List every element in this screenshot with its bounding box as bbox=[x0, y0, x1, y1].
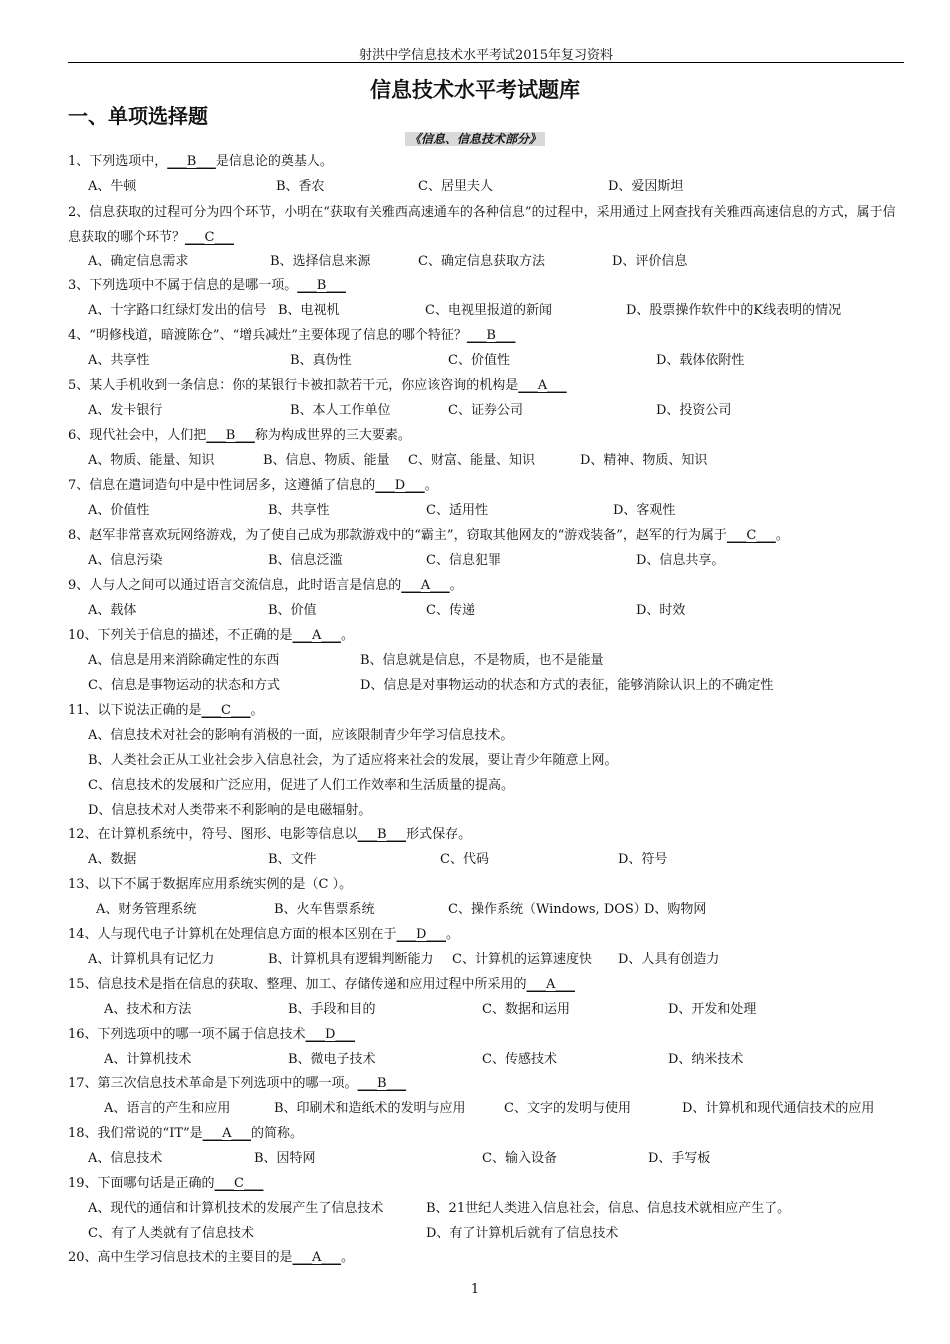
option-b: B、人类社会正从工业社会步入信息社会，为了适应将来社会的发展，要让青少年随意上网。 bbox=[88, 753, 618, 768]
option-a: A、价值性 bbox=[88, 503, 150, 518]
question-text: 3、下列选项中不属于信息的是哪一项。 bbox=[68, 278, 298, 293]
option-b: B、共享性 bbox=[268, 503, 330, 518]
answer-blank: ___C___ bbox=[726, 528, 776, 543]
option-row bbox=[88, 948, 908, 972]
option-d: D、有了计算机后就有了信息技术 bbox=[426, 1226, 619, 1241]
option-row bbox=[88, 1222, 908, 1246]
answer-blank: ___D___ bbox=[396, 927, 446, 942]
answer-blank: ___A___ bbox=[526, 977, 575, 992]
option-row bbox=[88, 1197, 908, 1221]
option-a: A、十字路口红绿灯发出的信号 bbox=[88, 303, 267, 318]
question-1 bbox=[68, 150, 908, 174]
question-5 bbox=[68, 374, 908, 398]
option-row bbox=[88, 175, 908, 199]
answer-blank: ___C___ bbox=[214, 1176, 264, 1191]
option-d: D、信息是对事物运动的状态和方式的表征，能够消除认识上的不确定性 bbox=[360, 678, 774, 693]
option-row bbox=[88, 499, 908, 523]
option-row bbox=[88, 649, 908, 673]
question-text: 4、“明修栈道，暗渡陈仓”、“增兵减灶”主要体现了信息的哪个特征？ bbox=[68, 328, 467, 343]
option-b: B、选择信息来源 bbox=[270, 254, 371, 269]
question-3 bbox=[68, 274, 908, 298]
option-c: C、代码 bbox=[440, 852, 489, 867]
question-text: 5、某人手机收到一条信息：你的某银行卡被扣款若干元，你应该咨询的机构是 bbox=[68, 378, 519, 393]
option-d: D、购物网 bbox=[644, 902, 707, 917]
question-text: 8、赵军非常喜欢玩网络游戏，为了使自己成为那款游戏中的“霸主”，窃取其他网友的“游戏装备”，赵军的行为属于 bbox=[68, 528, 727, 543]
option-d: D、载体依附性 bbox=[656, 353, 745, 368]
option-b: B、信息泛滥 bbox=[268, 553, 343, 568]
option-d: D、计算机和现代通信技术的应用 bbox=[682, 1101, 875, 1116]
option-d: D、股票操作软件中的K线表明的情况 bbox=[626, 303, 842, 318]
option-a: A、共享性 bbox=[88, 353, 150, 368]
question-11 bbox=[68, 699, 908, 723]
answer-blank: ___A___ bbox=[292, 1250, 341, 1265]
option-b: B、电视机 bbox=[278, 303, 340, 318]
answer-blank: ___B___ bbox=[357, 827, 407, 842]
option-a: A、数据 bbox=[88, 852, 137, 867]
option-a: A、载体 bbox=[88, 603, 137, 618]
question-7 bbox=[68, 474, 908, 498]
option-row bbox=[88, 449, 908, 473]
answer-blank: ___A___ bbox=[202, 1126, 252, 1141]
page-header: 射洪中学信息技术水平考试2015年复习资料 bbox=[358, 48, 614, 63]
option-row bbox=[88, 349, 908, 373]
answer-blank: ___B___ bbox=[167, 154, 216, 169]
question-text: 17、第三次信息技术革命是下列选项中的哪一项。 bbox=[68, 1076, 358, 1091]
option-c: C、数据和运用 bbox=[482, 1002, 570, 1017]
option-c: C、财富、能量、知识 bbox=[408, 453, 535, 468]
question-text: 13、以下不属于数据库应用系统实例的是（C ）。 bbox=[68, 877, 353, 892]
option-row bbox=[88, 724, 908, 748]
question-17 bbox=[68, 1072, 908, 1096]
option-a: A、物质、能量、知识 bbox=[88, 453, 215, 468]
answer-blank: ___D___ bbox=[305, 1027, 355, 1042]
option-row bbox=[88, 774, 908, 798]
option-row bbox=[88, 599, 908, 623]
section-title: 一、单项选择题 bbox=[68, 104, 208, 128]
option-b: B、本人工作单位 bbox=[290, 403, 391, 418]
question-text: 2、信息获取的过程可分为四个环节，小明在“获取有关雅西高速通车的各种信息”的过程中，采用通过上网查找有关雅西高速信息的方式，属于信息获取的哪个环节？ bbox=[68, 205, 896, 245]
option-row bbox=[88, 799, 908, 823]
option-a: A、计算机具有记忆力 bbox=[88, 952, 215, 967]
answer-blank: ___A___ bbox=[401, 578, 450, 593]
option-a: A、确定信息需求 bbox=[88, 254, 189, 269]
option-c: C、传递 bbox=[426, 603, 475, 618]
question-4 bbox=[68, 324, 908, 348]
option-row bbox=[88, 674, 908, 698]
question-text: 15、信息技术是指在信息的获取、整理、加工、存储传递和应用过程中所采用的 bbox=[68, 977, 527, 992]
option-b: B、微电子技术 bbox=[288, 1052, 376, 1067]
option-c: C、信息是事物运动的状态和方式 bbox=[88, 678, 280, 693]
answer-blank: ___C___ bbox=[201, 703, 251, 718]
option-c: C、适用性 bbox=[426, 503, 488, 518]
option-d: D、信息技术对人类带来不利影响的是电磁辐射。 bbox=[88, 803, 372, 818]
option-b: B、价值 bbox=[268, 603, 317, 618]
option-a: A、信息技术 bbox=[88, 1151, 163, 1166]
question-6 bbox=[68, 424, 908, 448]
question-19 bbox=[68, 1172, 908, 1196]
option-a: A、语言的产生和应用 bbox=[104, 1101, 231, 1116]
option-row bbox=[88, 898, 908, 922]
option-c: C、操作系统（Windows, DOS） bbox=[448, 902, 647, 917]
option-row bbox=[88, 299, 908, 323]
option-c: C、电视里报道的新闻 bbox=[425, 303, 552, 318]
question-text-end: 称为构成世界的三大要素。 bbox=[254, 428, 411, 443]
option-b: B、香农 bbox=[276, 179, 325, 194]
document-title: 信息技术水平考试题库 bbox=[370, 78, 580, 102]
option-c: C、居里夫人 bbox=[418, 179, 493, 194]
subsection-label: 《信息、信息技术部分》 bbox=[405, 132, 545, 146]
page-number: 1 bbox=[470, 1282, 480, 1297]
question-text: 20、高中生学习信息技术的主要目的是 bbox=[68, 1250, 293, 1265]
option-row bbox=[88, 848, 908, 872]
question-text-end: 。 bbox=[424, 478, 438, 493]
option-d: D、人具有创造力 bbox=[618, 952, 720, 967]
option-a: A、计算机技术 bbox=[104, 1052, 192, 1067]
option-a: A、信息技术对社会的影响有消极的一面，应该限制青少年学习信息技术。 bbox=[88, 728, 514, 743]
header-divider bbox=[68, 62, 904, 63]
answer-blank: ___B___ bbox=[206, 428, 255, 443]
question-text-end: 。 bbox=[340, 628, 354, 643]
option-row bbox=[88, 399, 908, 423]
option-b: B、因特网 bbox=[254, 1151, 316, 1166]
option-row bbox=[88, 250, 908, 274]
option-d: D、信息共享。 bbox=[636, 553, 725, 568]
option-b: B、信息就是信息，不是物质，也不是能量 bbox=[360, 653, 604, 668]
question-10 bbox=[68, 624, 908, 648]
option-a: A、财务管理系统 bbox=[96, 902, 197, 917]
option-d: D、客观性 bbox=[613, 503, 676, 518]
answer-blank: ___B___ bbox=[357, 1076, 407, 1091]
answer-blank: ___B___ bbox=[466, 328, 516, 343]
question-text-end: 。 bbox=[250, 703, 264, 718]
option-b: B、21世纪人类进入信息社会，信息、信息技术就相应产生了。 bbox=[426, 1201, 791, 1216]
option-b: B、印刷术和造纸术的发明与应用 bbox=[274, 1101, 466, 1116]
option-row bbox=[88, 1147, 908, 1171]
question-9 bbox=[68, 574, 908, 598]
question-text: 6、现代社会中，人们把 bbox=[68, 428, 207, 443]
option-c: C、信息犯罪 bbox=[426, 553, 501, 568]
option-d: D、纳米技术 bbox=[668, 1052, 744, 1067]
option-c: C、传感技术 bbox=[482, 1052, 557, 1067]
option-row bbox=[88, 1097, 908, 1121]
option-b: B、信息、物质、能量 bbox=[263, 453, 390, 468]
option-d: D、符号 bbox=[618, 852, 668, 867]
question-text: 7、信息在遣词造句中是中性词居多，这遵循了信息的 bbox=[68, 478, 376, 493]
option-b: B、手段和目的 bbox=[288, 1002, 376, 1017]
question-text: 14、人与现代电子计算机在处理信息方面的根本区别在于 bbox=[68, 927, 397, 942]
option-a: A、牛顿 bbox=[88, 179, 137, 194]
question-text-end: 是信息论的奠基人。 bbox=[215, 154, 333, 169]
question-text: 18、我们常说的“IT”是 bbox=[68, 1126, 203, 1141]
option-c: C、输入设备 bbox=[482, 1151, 557, 1166]
question-text-end: 。 bbox=[449, 578, 463, 593]
option-b: B、真伪性 bbox=[290, 353, 352, 368]
question-2 bbox=[68, 200, 908, 250]
option-c: C、价值性 bbox=[448, 353, 510, 368]
option-row bbox=[88, 998, 908, 1022]
option-c: C、证券公司 bbox=[448, 403, 523, 418]
option-d: D、投资公司 bbox=[656, 403, 732, 418]
option-a: A、信息是用来消除确定性的东西 bbox=[88, 653, 280, 668]
question-15 bbox=[68, 973, 908, 997]
question-12 bbox=[68, 823, 908, 847]
question-18 bbox=[68, 1122, 908, 1146]
option-c: C、信息技术的发展和广泛应用，促进了人们工作效率和生活质量的提高。 bbox=[88, 778, 514, 793]
option-b: B、火车售票系统 bbox=[274, 902, 375, 917]
option-a: A、现代的通信和计算机技术的发展产生了信息技术 bbox=[88, 1201, 384, 1216]
question-8 bbox=[68, 524, 908, 548]
option-d: D、手写板 bbox=[648, 1151, 711, 1166]
option-d: D、评价信息 bbox=[612, 254, 688, 269]
option-d: D、开发和处理 bbox=[668, 1002, 757, 1017]
option-d: D、爱因斯坦 bbox=[608, 179, 684, 194]
answer-blank: ___D___ bbox=[375, 478, 425, 493]
question-text: 19、下面哪句话是正确的 bbox=[68, 1176, 215, 1191]
option-a: A、信息污染 bbox=[88, 553, 163, 568]
question-text-end: 。 bbox=[445, 927, 459, 942]
subsection-title bbox=[0, 130, 950, 147]
question-text-end: 的简称。 bbox=[251, 1126, 304, 1141]
question-text: 11、以下说法正确的是 bbox=[68, 703, 202, 718]
answer-blank: ___A___ bbox=[518, 378, 567, 393]
question-text: 9、人与人之间可以通过语言交流信息，此时语言是信息的 bbox=[68, 578, 402, 593]
option-a: A、技术和方法 bbox=[104, 1002, 192, 1017]
question-14 bbox=[68, 923, 908, 947]
question-16 bbox=[68, 1023, 908, 1047]
question-text-end: 形式保存。 bbox=[406, 827, 472, 842]
option-d: D、精神、物质、知识 bbox=[580, 453, 708, 468]
answer-blank: ___C___ bbox=[185, 230, 234, 245]
question-text: 1、下列选项中， bbox=[68, 154, 168, 169]
question-text: 12、在计算机系统中，符号、图形、电影等信息以 bbox=[68, 827, 358, 842]
option-row bbox=[88, 1048, 908, 1072]
question-text: 10、下列关于信息的描述，不正确的是 bbox=[68, 628, 293, 643]
option-d: D、时效 bbox=[636, 603, 686, 618]
option-row bbox=[88, 549, 908, 573]
answer-blank: ___A___ bbox=[292, 628, 341, 643]
answer-blank: ___B___ bbox=[297, 278, 346, 293]
option-c: C、确定信息获取方法 bbox=[418, 254, 545, 269]
option-c: C、文字的发明与使用 bbox=[504, 1101, 631, 1116]
option-b: B、文件 bbox=[268, 852, 317, 867]
question-13 bbox=[68, 873, 908, 897]
question-text-end: 。 bbox=[775, 528, 789, 543]
question-20 bbox=[68, 1246, 908, 1270]
question-text: 16、下列选项中的哪一项不属于信息技术 bbox=[68, 1027, 306, 1042]
option-c: C、有了人类就有了信息技术 bbox=[88, 1226, 254, 1241]
option-c: C、计算机的运算速度快 bbox=[452, 952, 592, 967]
option-a: A、发卡银行 bbox=[88, 403, 163, 418]
option-row bbox=[88, 749, 908, 773]
option-b: B、计算机具有逻辑判断能力 bbox=[268, 952, 434, 967]
question-text-end: 。 bbox=[340, 1250, 354, 1265]
